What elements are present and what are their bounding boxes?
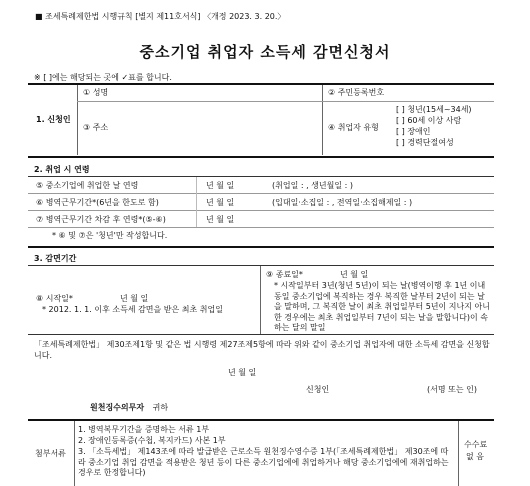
youth-only-footnote: * ⑥ 및 ⑦은 '청년'만 작성합니다. — [52, 231, 168, 240]
end-date-note: * 시작일부터 3년(청년 5년)이 되는 날(병역이행 후 1년 이내 동일 중소기업에 복직하는 경우 복직한 날부터 2년이 되는 날을 말하며, 그 복직한 날이 최초 취업일부터 5년이 지나지 아니한 경우에는 최초 취업일부터 7년이 되는 날을 말합니다)이 속하는 달의 말일 — [274, 281, 490, 332]
recipient-honorific: 귀하 — [152, 403, 169, 412]
period-section-label: 3. 감면기간 — [34, 254, 77, 263]
check-instruction: ※ [ ]에는 해당되는 곳에 ✓표를 합니다. — [34, 73, 172, 82]
divider — [196, 177, 197, 227]
type-checkbox-youth[interactable]: [ ] 청년(15세~34세) — [396, 105, 472, 114]
divider — [28, 246, 494, 248]
divider — [74, 421, 75, 486]
military-service-label: ⑥ 병역근무기간*(6년을 한도로 함) — [36, 198, 159, 207]
address-field[interactable]: ③ 주소 — [83, 123, 109, 132]
divider — [28, 265, 494, 266]
applicant-section-label: 1. 신청인 — [36, 115, 71, 124]
military-dates-detail[interactable]: (입대일·소집일 : , 전역일·소집해제일 : ) — [272, 198, 413, 207]
start-date-note: * 2012. 1. 1. 이후 소득세 감면을 받은 최초 취업일 — [42, 305, 223, 314]
divider — [28, 419, 494, 421]
adjusted-age-date[interactable]: 년 월 일 — [206, 215, 235, 224]
divider — [28, 227, 494, 228]
sign-or-seal-note[interactable]: (서명 또는 인) — [427, 385, 477, 394]
application-date[interactable]: 년 월 일 — [228, 368, 257, 377]
type-checkbox-career-break[interactable]: [ ] 경력단절여성 — [396, 138, 454, 147]
type-checkbox-senior[interactable]: [ ] 60세 이상 사람 — [396, 116, 462, 125]
applicant-signature-label: 신청인 — [306, 385, 330, 394]
start-date-value[interactable]: 년 월 일 — [120, 294, 149, 303]
employment-age-label: ⑤ 중소기업에 취업한 날 연령 — [36, 181, 139, 190]
divider — [28, 156, 494, 158]
divider — [260, 266, 261, 334]
divider — [28, 176, 494, 177]
header-bullet: ■ — [35, 12, 43, 21]
form-title: 중소기업 취업자 소득세 감면신청서 — [139, 43, 391, 61]
attachments-label: 첨부서류 — [35, 449, 66, 458]
age-section-label: 2. 취업 시 연령 — [34, 165, 90, 174]
military-service-date[interactable]: 년 월 일 — [206, 198, 235, 207]
type-checkbox-disabled[interactable]: [ ] 장애인 — [396, 127, 431, 136]
start-date-label: ⑧ 시작일* — [36, 294, 73, 303]
divider — [77, 101, 494, 102]
recipient-line — [90, 403, 168, 413]
employment-age-date[interactable]: 년 월 일 — [206, 181, 235, 190]
declaration-text: 「조세특례제한법」 제30조제1항 및 같은 법 시행령 제27조제5항에 따라 위와 같이 중소기업 취업자에 대한 소득세 감면을 신청합니다. — [34, 340, 490, 360]
attachment-item: 3. 「소득세법」 제143조에 따라 발급받은 근로소득 원천징수영수증 1부(「조세특례제한법」 제30조에 따라 중소기업 취업 감면을 적용받은 청년 등이 다른 중소기업에에 취업하거나 해당 중소기업에에 재취업하는 경우로 한정합니다) — [78, 447, 449, 477]
end-date-label: ⑨ 종료일* — [266, 270, 303, 279]
attachment-item: 2. 장애인등록증(수첩, 복지카드) 사본 1부 — [78, 436, 226, 445]
rrn-field[interactable]: ② 주민등록번호 — [328, 88, 385, 97]
divider — [458, 421, 459, 486]
name-field[interactable]: ① 성명 — [83, 88, 109, 97]
fee-value: 없 음 — [466, 452, 484, 461]
employee-type-label: ④ 취업자 유형 — [328, 123, 379, 132]
divider — [77, 85, 78, 155]
divider — [28, 334, 494, 335]
fee-label: 수수료 — [464, 440, 488, 449]
divider — [322, 85, 323, 155]
end-date-value[interactable]: 년 월 일 — [340, 270, 369, 279]
adjusted-age-label: ⑦ 병역근무기간 차감 후 연령*(⑤-⑥) — [36, 215, 166, 224]
attachment-item: 1. 병역복무기간을 증명하는 서류 1부 — [78, 425, 210, 434]
divider — [28, 210, 494, 211]
law-reference-text: 조세특례제한법 시행규칙 [별지 제11호서식] 〈개정 2023. 3. 20.〉 — [45, 12, 286, 21]
divider — [28, 83, 494, 85]
withholding-agent: 원천징수의무자 — [90, 403, 145, 412]
employment-dates-detail[interactable]: (취업일 : , 생년월일 : ) — [272, 181, 353, 190]
divider — [28, 193, 494, 194]
law-reference — [35, 11, 285, 22]
